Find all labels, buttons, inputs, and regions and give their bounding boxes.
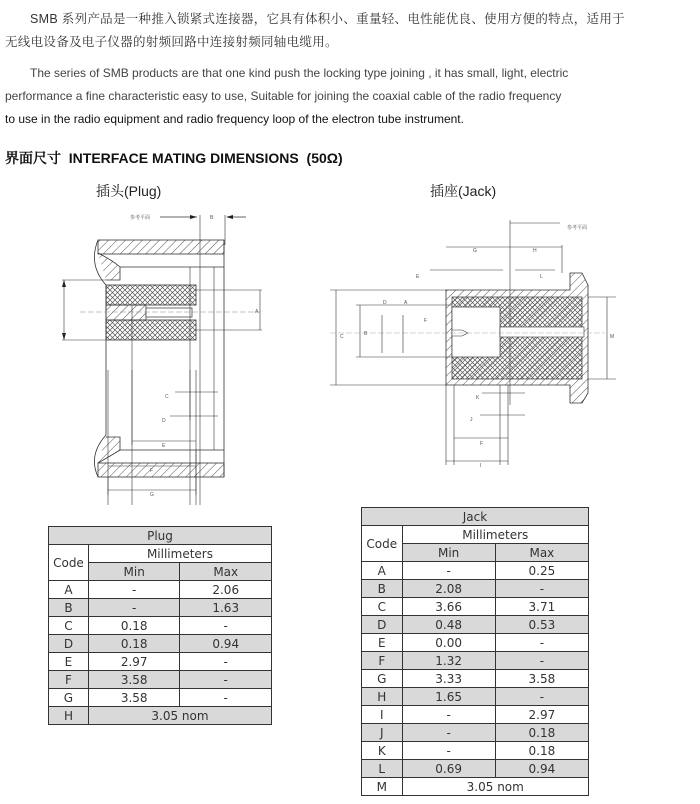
table-row: J - 0.18 bbox=[362, 724, 589, 742]
intro-chinese-line2: 无线电设备及电子仪器的射频回路中连接射频同轴电缆用。 bbox=[5, 35, 338, 49]
table-row-nom: H 3.05 nom bbox=[49, 707, 272, 725]
table-row: B 2.08 - bbox=[362, 580, 589, 598]
jack-reference-label: 参考平面 bbox=[567, 225, 588, 231]
svg-text:F: F bbox=[150, 468, 154, 474]
plug-table-title: Plug bbox=[49, 527, 272, 545]
svg-text:E: E bbox=[416, 274, 420, 280]
svg-text:C: C bbox=[340, 334, 344, 340]
plug-min-header: Min bbox=[88, 563, 180, 581]
intro-english-line2: performance a fine characteristic easy to use, Suitable for joining the coaxial cable of the radio frequency bbox=[5, 89, 562, 103]
table-row: E 2.97 - bbox=[49, 653, 272, 671]
table-row: L 0.69 0.94 bbox=[362, 760, 589, 778]
jack-min-header: Min bbox=[402, 544, 495, 562]
svg-text:I: I bbox=[480, 463, 482, 469]
plug-reference-label: 参考平面 bbox=[130, 215, 151, 221]
svg-text:D: D bbox=[162, 418, 166, 424]
svg-text:M: M bbox=[610, 334, 615, 340]
svg-text:H: H bbox=[533, 248, 537, 254]
svg-text:F: F bbox=[424, 318, 428, 324]
svg-text:C: C bbox=[165, 394, 169, 400]
svg-text:D: D bbox=[383, 300, 387, 306]
svg-text:J: J bbox=[470, 417, 473, 423]
jack-table-title: Jack bbox=[362, 508, 589, 526]
intro-chinese-line1: SMB 系列产品是一种推入锁紧式连接器，它具有体积小、重量轻、电性能优良、使用方便的特点，适用于 bbox=[30, 12, 625, 26]
svg-text:A: A bbox=[255, 309, 259, 315]
plug-code-header: Code bbox=[49, 545, 89, 581]
table-row: E 0.00 - bbox=[362, 634, 589, 652]
table-row: A - 2.06 bbox=[49, 581, 272, 599]
table-row: B - 1.63 bbox=[49, 599, 272, 617]
table-row: G 3.58 - bbox=[49, 689, 272, 707]
jack-dimensions-table bbox=[361, 507, 589, 796]
svg-text:B: B bbox=[210, 215, 214, 221]
intro-english-line3: to use in the radio equipment and radio frequency loop of the electron tube instrument. bbox=[5, 112, 464, 126]
svg-text:K: K bbox=[476, 395, 480, 401]
jack-cross-section-diagram bbox=[320, 205, 620, 469]
table-row: D 0.18 0.94 bbox=[49, 635, 272, 653]
plug-dimension-lines bbox=[50, 370, 270, 500]
svg-text:G: G bbox=[150, 492, 154, 498]
table-row-nom: M 3.05 nom bbox=[362, 778, 589, 796]
table-row: H 1.65 - bbox=[362, 688, 589, 706]
table-row: F 3.58 - bbox=[49, 671, 272, 689]
table-row: G 3.33 3.58 bbox=[362, 670, 589, 688]
intro-english bbox=[5, 62, 695, 131]
table-row: F 1.32 - bbox=[362, 652, 589, 670]
table-row: C 3.66 3.71 bbox=[362, 598, 589, 616]
plug-unit-header: Millimeters bbox=[88, 545, 271, 563]
intro-english-line1: The series of SMB products are that one kind push the locking type joining , it has small, light, electric bbox=[30, 66, 569, 80]
plug-subtitle: 插头(Plug) bbox=[96, 183, 162, 199]
table-row: I - 2.97 bbox=[362, 706, 589, 724]
table-row: D 0.48 0.53 bbox=[362, 616, 589, 634]
svg-text:G: G bbox=[473, 248, 477, 254]
table-row: A - 0.25 bbox=[362, 562, 589, 580]
table-row: K - 0.18 bbox=[362, 742, 589, 760]
plug-max-header: Max bbox=[180, 563, 272, 581]
jack-subtitle: 插座(Jack) bbox=[430, 183, 497, 199]
section-title: 界面尺寸 INTERFACE MATING DIMENSIONS (50Ω) bbox=[5, 150, 343, 166]
jack-max-header: Max bbox=[495, 544, 588, 562]
svg-text:E: E bbox=[162, 443, 166, 449]
table-row: C 0.18 - bbox=[49, 617, 272, 635]
jack-code-header: Code bbox=[362, 526, 403, 562]
jack-unit-header: Millimeters bbox=[402, 526, 588, 544]
plug-dimensions-table bbox=[48, 526, 272, 725]
svg-text:B: B bbox=[364, 331, 368, 337]
svg-text:L: L bbox=[540, 274, 543, 280]
svg-text:F: F bbox=[480, 441, 484, 447]
svg-text:A: A bbox=[404, 300, 408, 306]
intro-chinese bbox=[5, 8, 695, 54]
